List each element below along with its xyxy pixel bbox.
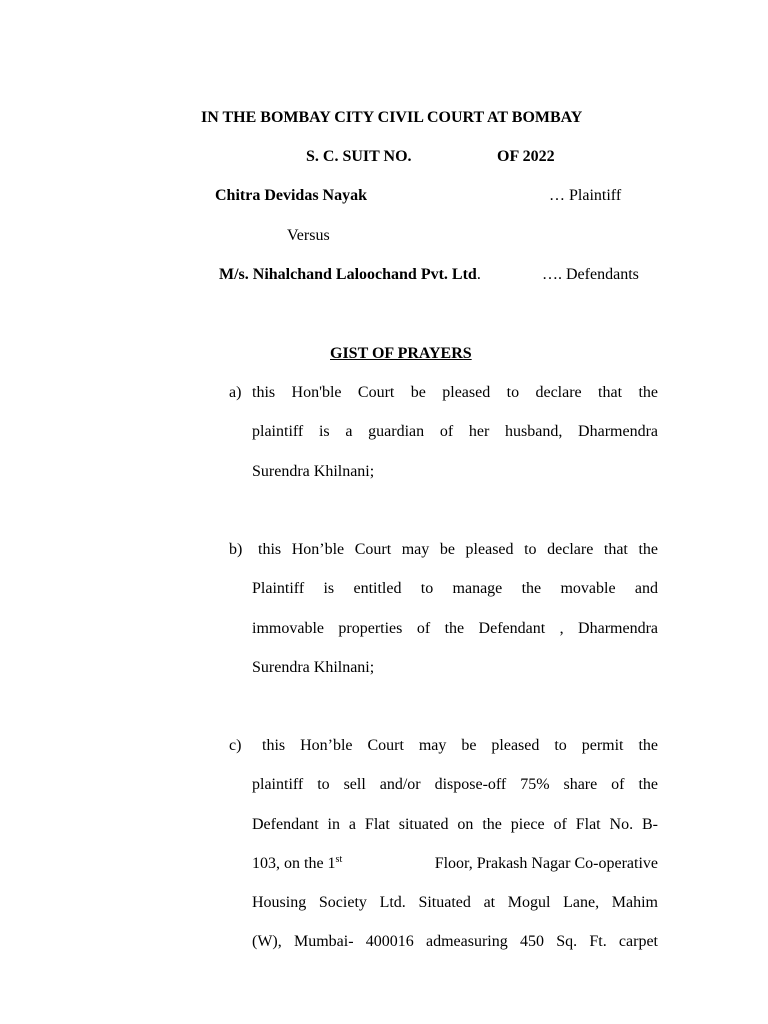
prayer-b-line-4: Surendra Khilnani;	[252, 659, 375, 676]
prayer-c-line-4-part-2: Floor, Prakash Nagar Co-operative	[434, 855, 658, 872]
versus-text: Versus	[287, 227, 330, 244]
prayer-c-line-2: plaintiff to sell and/or dispose-off 75% share of the	[252, 776, 658, 793]
prayer-b-label: b)	[229, 541, 243, 558]
prayer-c-line-4-part-1: 103, on the 1st	[252, 854, 343, 872]
prayer-c-line-5: Housing Society Ltd. Situated at Mogul Lane, Mahim	[252, 894, 658, 911]
defendant-period: .	[476, 266, 481, 283]
prayer-c-label: c)	[229, 737, 242, 754]
gist-heading: GIST OF PRAYERS	[330, 345, 472, 362]
ordinal-superscript: st	[335, 854, 343, 865]
prayer-c-line-1: this Hon’ble Court may be pleased to permit the	[262, 737, 658, 754]
prayer-b-line-1: this Hon’ble Court may be pleased to declare that the	[258, 541, 658, 558]
defendant-role: …. Defendants	[542, 266, 639, 283]
prayer-c-line-4	[252, 854, 658, 874]
court-title: IN THE BOMBAY CITY CIVIL COURT AT BOMBAY	[201, 109, 583, 126]
plaintiff-role: … Plaintiff	[549, 187, 622, 204]
prayer-c-line-3: Defendant in a Flat situated on the piece of Flat No. B-	[252, 816, 658, 833]
prayer-b-line-2: Plaintiff is entitled to manage the movable and	[252, 580, 658, 597]
defendant-line	[219, 265, 481, 285]
suit-year: OF 2022	[497, 148, 555, 165]
prayer-a-line-1: this Hon'ble Court be pleased to declare that the	[252, 384, 658, 401]
defendant-name: M/s. Nihalchand Laloochand Pvt. Ltd	[219, 266, 477, 283]
prayer-c-line-6: (W), Mumbai- 400016 admeasuring 450 Sq. Ft. carpet	[252, 933, 658, 950]
prayer-b-line-3: immovable properties of the Defendant , Dharmendra	[252, 620, 658, 637]
plaintiff-name: Chitra Devidas Nayak	[215, 187, 368, 204]
prayer-a-label: a)	[229, 384, 242, 401]
prayer-a-line-2: plaintiff is a guardian of her husband, Dharmendra	[252, 423, 658, 440]
suit-number-label: S. C. SUIT NO.	[306, 148, 412, 165]
prayer-a-line-3: Surendra Khilnani;	[252, 463, 375, 480]
